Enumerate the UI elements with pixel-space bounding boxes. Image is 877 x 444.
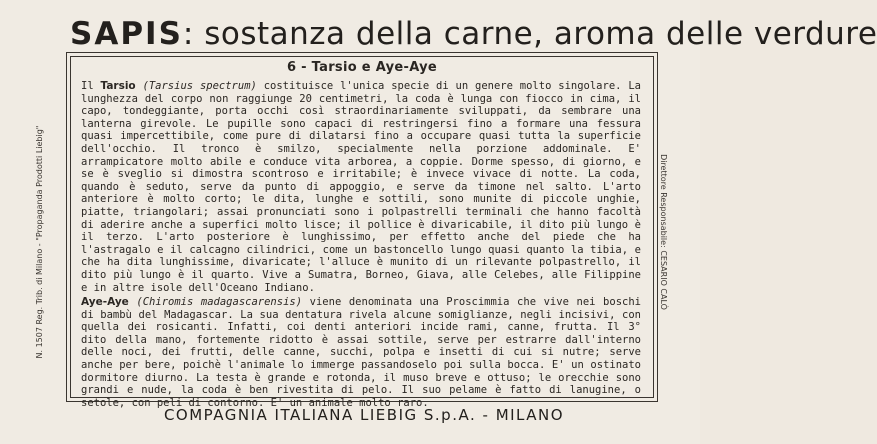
brand-slogan: : sostanza della carne, aroma delle verdure: [182, 16, 877, 52]
tarsio-name: Tarsio: [100, 80, 136, 92]
ayeaye-paragraph: [81, 296, 641, 409]
ayeaye-scientific-name: (Chiromis madagascarensis): [136, 296, 303, 309]
tarsio-paragraph: Il Tarsio (Tarsius spectrum) costituisce l'unica specie di un genere molto singolare. La lunghezza del corpo non raggiunge 20 centimetri, la coda è lunga con fiocco in cima, il capo, tondeggiante, porta occhi così straordinariamente sviluppati, da sembrare una lanterna girevole. Le pupille sono capaci di restringersi fino a formare una fessura quasi impercettibile, come pure di dilatarsi fino a occupare quasi tutta la superficie dell'occhio. Il tronco è smilzo, specialmente nella porzione addominale. E' arrampicatore molto abile e conduce vita arborea, a coppie. Dorme spesso, di giorno, e se è sveglio si dimostra scontroso e irritabile; è invece vivace di notte. La coda, quando è seduto, serve da punto di appoggio, e serve da timone nel salto. L'arto anteriore è molto corto; le dita, lunghe e sottili, sono munite di piccole unghie, piatte, triangolari; assai pronunciati sono i polpastrelli terminali che hanno facoltà di aderire anche a superfici molto lisce; il pollice è divaricabile, il dito più lungo è il terzo. L'arto posteriore è lunghissimo, per effetto anche del piede che ha l'astragalo e il calcagno cilindrici, come un bastoncello lungo quasi quanto la tibia, e che ha dita lunghissime, divaricate; l'alluce è munito di un rilevante polpastrello, il dito più lungo è il quarto. Vive a Sumatra, Borneo, Giava, alle Celebes, alle Filippine e in altre isole dell'Oceano Indiano.: [81, 80, 641, 294]
brand-name: SAPIS: [70, 16, 183, 52]
tarsio-text: costituisce l'unica specie di un genere molto singolare. La lunghezza del corpo non raggiunge 20 centimetri, la coda è lunga con fiocco in cima, il capo, tondeggiante, porta occhi così straordinariamente sviluppati, da sembrare una lanterna girevole. Le pupille sono capaci di restringersi fino a formare una fessura quasi impercettibile, come pure di dilatarsi fino a occupare quasi tutta la superficie dell'occhio. Il tronco è smilzo, specialmente nella porzione addominale. E' arrampicatore molto abile e conduce vita arborea, a coppie. Dorme spesso, di giorno, e se è sveglio si dimostra scontroso e irritabile; è invece vivace di notte. La coda, quando è seduto, serve da punto di appoggio, e serve da timone nel salto. L'arto anteriore è molto corto; le dita, lunghe e sottili, sono munite di piccole unghie, piatte, triangolari; assai pronunciati sono i polpastrelli terminali che hanno facoltà di aderire anche a superfici molto lisce; il pollice è divaricabile, il dito più lungo è il terzo. L'arto posteriore è lunghissimo, per effetto anche del piede che ha l'astragalo e il calcagno cilindrici, come un bastoncello lungo quasi quanto la tibia, e che ha dita lunghissime, divaricate; l'alluce è munito di un rilevante polpastrello, il dito più lungo è il quarto. Vive a Sumatra, Borneo, Giava, alle Celebes, alle Filippine e in altre isole dell'Oceano Indiano.: [81, 80, 641, 294]
card-title: 6 - Tarsio e Aye-Aye: [286, 60, 438, 75]
text-frame: [70, 56, 654, 409]
ayeaye-text: viene denominata una Proscimmia che vive nei boschi di bambù del Madagascar. La sua dentatura rivela alcune somiglianze, negli incisivi, con quella dei rosicanti. Infatti, coi denti anteriori incide rami, canne, frutta. Il 3° dito della mano, fortemente ridotto è assai sottile, serve per estrarre dall'interno delle noci, dei frutti, delle canne, succhi, polpa e insetti di cui si nutre; serve anche per bere, poichè l'animale lo immerge passandoselo poi sulla bocca. E' un ostinato dormitore diurno. La testa è grande e rotonda, il muso breve e ottuso; le orecchie sono grandi e nude, la coda è ben rivestita di pelo. Il suo pelame è fatto di lanugine, o setole, con peli di contorno. E' un animale molto raro.: [81, 296, 641, 409]
card-body: [81, 80, 641, 409]
tarsio-scientific-name: (Tarsius spectrum): [142, 80, 257, 92]
editor-note: Direttore Responsabile: CESARIO CALÒ: [659, 154, 668, 310]
publisher-footer: COMPAGNIA ITALIANA LIEBIG S.p.A. - MILANO: [163, 406, 565, 424]
advert-banner: [70, 14, 877, 54]
registration-note: N. 1507 Reg. Trib. di Milano - "Propaganda Prodotti Liebig": [35, 125, 44, 359]
ayeaye-name: Aye-Aye: [81, 296, 129, 309]
